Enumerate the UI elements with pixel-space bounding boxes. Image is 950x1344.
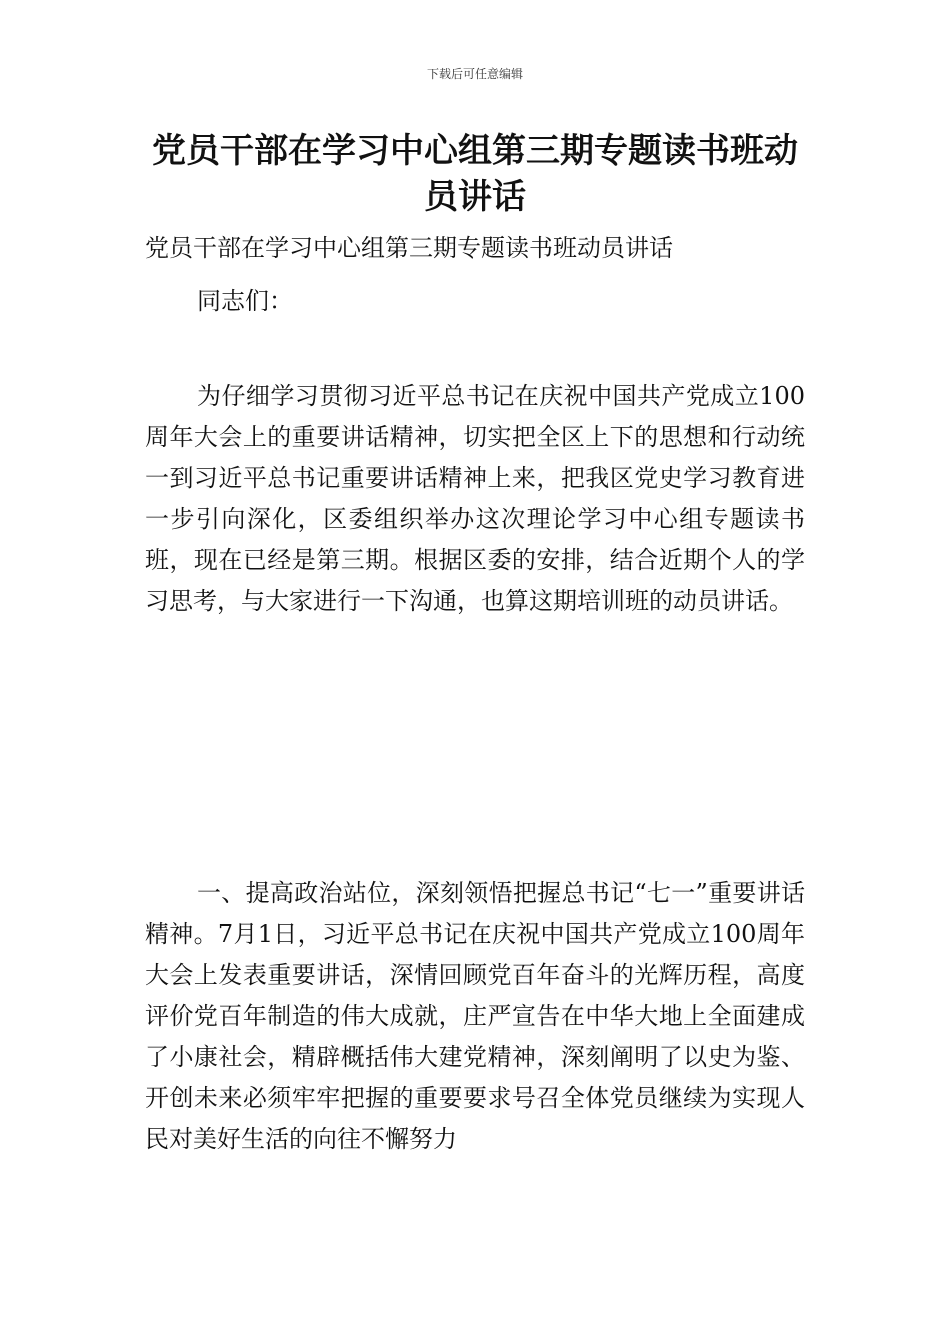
paragraph: 一、提高政治站位，深刻领悟把握总书记“七一”重要讲话精神。7月1日，习近平总书记在庆祝中国共产党成立100周年大会上发表重要讲话，深情回顾党百年奋斗的光辉历程，高度评价党百年制造的伟大成就，庄严宣告在中华大地上全面建成了小康社会，精辟概括伟大建党精神，深刻阐明了以史为鉴、开创未来必须牢牢把握的重要要求号召全体党员继续为实现人民对美好生活的向往不懈努力 xyxy=(145,879,805,1153)
header-note: 下载后可任意编辑 xyxy=(426,67,523,81)
paragraph: 为仔细学习贯彻习近平总书记在庆祝中国共产党成立100周年大会上的重要讲话精神，切实把全区上下的思想和行动统一到习近平总书记重要讲话精神上来，把我区党史学习教育进一步引向深化，区委组织举办这次理论学习中心组专题读书班，现在已经是第三期。根据区委的安排，结合近期个人的学习思考，与大家进行一下沟通，也算这期培训班的动员讲话。 xyxy=(145,382,805,615)
document-subtitle: 党员干部在学习中心组第三期专题读书班动员讲话 xyxy=(145,234,673,262)
document-title: 党员干部在学习中心组第三期专题读书班动员讲话 xyxy=(152,131,798,217)
greeting: 同志们： xyxy=(197,287,293,315)
